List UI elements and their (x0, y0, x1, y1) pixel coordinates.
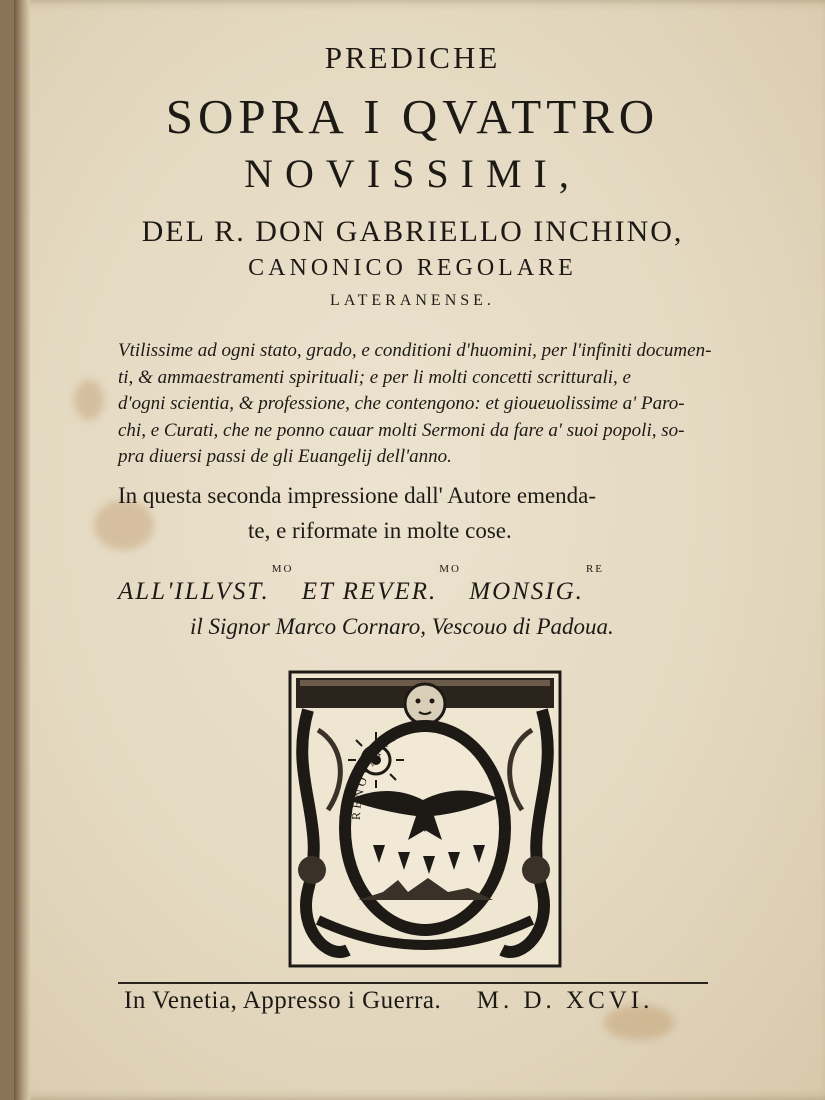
edition-line: te, e riformate in molte cose. (248, 518, 512, 543)
imprint-publisher: In Venetia, Appresso i Guerra. (124, 987, 442, 1014)
author-line: DEL R. DON GABRIELLO INCHINO, (141, 215, 684, 248)
description-line: chi, e Curati, che ne ponno cauar molti Sermoni da fare a' suoi popoli, so- (118, 419, 685, 441)
dedicatee-line: il Signor Marco Cornaro, Vescouo di Padoua. (190, 614, 614, 639)
author-title-line: CANONICO REGOLARE (248, 255, 577, 281)
description-line: d'ogni scientia, & professione, che contengono: et gioueuolissime a' Paro- (118, 393, 685, 414)
edition-line: In questa seconda impressione dall' Autore emenda- (118, 483, 597, 508)
imprint-rule (118, 982, 708, 984)
dedication-superscript: MO (439, 562, 461, 575)
dedication-part: ET REVER. (301, 578, 438, 605)
description-line: pra diuersi passi de gli Euangelij dell'anno. (118, 446, 452, 467)
description-line: Vtilissime ad ogni stato, grado, e conditioni d'huomini, per l'infiniti documen- (118, 340, 712, 361)
printers-device-woodcut (288, 670, 562, 968)
dedication-part: ALL'ILLVST. (118, 578, 270, 605)
edition-block (118, 478, 596, 548)
description-line: ti, & ammaestramenti spirituali; e per li molti concetti scritturali, e (118, 366, 631, 388)
title-line-prediche: PREDICHE (324, 40, 501, 75)
title-line-quattro: SOPRA I QVATTRO (165, 89, 660, 144)
dedication-superscript: MO (271, 562, 294, 575)
foxing-stain (74, 380, 104, 420)
title-line-novissimi: NOVISSIMI, (244, 151, 581, 196)
dedication-part: MONSIG. (469, 578, 584, 605)
description-block (118, 338, 711, 471)
dedication-superscript: RE (585, 562, 604, 575)
author-order-line: LATERANENSE. (330, 292, 495, 309)
imprint-date: M. D. XCVI. (476, 987, 654, 1014)
dedication-line (118, 562, 604, 606)
imprint-line (124, 987, 653, 1015)
device-motto: RENOVATVR (348, 726, 404, 821)
